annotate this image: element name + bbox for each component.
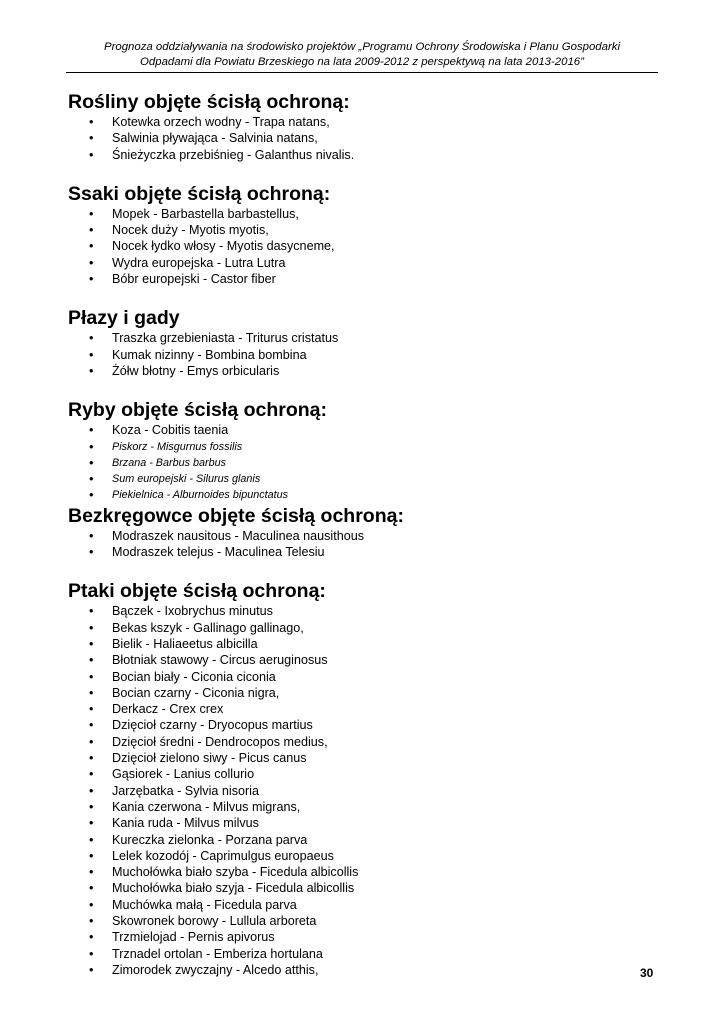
list-item: • Piekielnica - Alburnoides bipunctatus: [68, 487, 658, 503]
list-item: • Bielik - Haliaeetus albicilla: [68, 636, 658, 652]
species-list: [68, 330, 658, 379]
list-item: • Zimorodek zwyczajny - Alcedo atthis,: [68, 962, 658, 978]
section-title: Ssaki objęte ścisłą ochroną:: [68, 182, 331, 205]
list-item: • Kania czerwona - Milvus migrans,: [68, 799, 658, 815]
list-item: • Dzięcioł zielono siwy - Picus canus: [68, 750, 658, 766]
section-invertebrates: [68, 504, 658, 561]
list-item: • Piskorz - Misgurnus fossilis: [68, 439, 658, 455]
page-number: 30: [640, 966, 654, 980]
section-title: Ryby objęte ścisłą ochroną:: [68, 399, 327, 422]
section-title: Rośliny objęte ścisłą ochroną:: [68, 91, 350, 113]
list-item: • Koza - Cobitis taenia: [68, 422, 658, 438]
list-item: • Trznadel ortolan - Emberiza hortulana: [68, 946, 658, 962]
list-item: • Lelek kozodój - Caprimulgus europaeus: [68, 848, 658, 864]
section-amphibians-reptiles: [68, 306, 658, 379]
list-item: • Muchołówka biało szyja - Ficedula albicollis: [68, 880, 658, 896]
list-item: • Kumak nizinny - Bombina bombina: [68, 347, 658, 363]
list-item: • Kotewka orzech wodny - Trapa natans,: [68, 114, 658, 130]
section-title: Bezkręgowce objęte ścisłą ochroną:: [68, 504, 404, 527]
list-item: • Jarzębatka - Sylvia nisoria: [68, 783, 658, 799]
list-item: • Traszka grzebieniasta - Triturus cristatus: [68, 330, 658, 346]
list-item: • Mopek - Barbastella barbastellus,: [68, 206, 658, 222]
species-list: [68, 206, 658, 287]
list-item: • Modraszek nausitous - Maculinea nausithous: [68, 528, 658, 544]
list-item: • Modraszek telejus - Maculinea Telesiu: [68, 544, 658, 560]
list-item: • Nocek duży - Myotis myotis,: [68, 222, 658, 238]
list-item: • Muchołówka biało szyba - Ficedula albicollis: [68, 864, 658, 880]
section-title: Ptaki objęte ścisłą ochroną:: [68, 580, 326, 603]
list-item: • Muchówka małą - Ficedula parva: [68, 897, 658, 913]
running-header: [66, 40, 658, 70]
list-item: • Derkacz - Crex crex: [68, 701, 658, 717]
section-fish: [68, 398, 658, 503]
species-list: [68, 114, 658, 163]
list-item: • Błotniak stawowy - Circus aeruginosus: [68, 652, 658, 668]
species-list: [68, 422, 658, 503]
header-line-2: Odpadami dla Powiatu Brzeskiego na lata 2009-2012 z perspektywą na lata 2013-2016”: [140, 56, 584, 68]
header-line-1: Prognoza oddziaływania na środowisko projektów „Programu Ochrony Środowiska i Planu Gospodarki: [104, 41, 620, 53]
section-title: Płazy i gady: [68, 307, 180, 330]
section-plants: [68, 90, 658, 163]
list-item: • Bączek - Ixobrychus minutus: [68, 603, 658, 619]
species-list: [68, 603, 658, 978]
list-item: • Salwinia pływająca - Salvinia natans,: [68, 130, 658, 146]
list-item: • Dzięcioł czarny - Dryocopus martius: [68, 717, 658, 733]
document-body: [68, 90, 658, 978]
species-list: [68, 528, 658, 561]
list-item: • Bocian biały - Ciconia ciconia: [68, 669, 658, 685]
list-item: • Dzięcioł średni - Dendrocopos medius,: [68, 734, 658, 750]
list-item: • Trzmielojad - Pernis apivorus: [68, 929, 658, 945]
section-birds: [68, 579, 658, 978]
header-divider: [66, 72, 658, 73]
list-item: • Śnieżyczka przebiśnieg - Galanthus nivalis.: [68, 147, 658, 163]
list-item: • Nocek łydko włosy - Myotis dasycneme,: [68, 238, 658, 254]
list-item: • Gąsiorek - Lanius collurio: [68, 766, 658, 782]
list-item: • Wydra europejska - Lutra Lutra: [68, 255, 658, 271]
section-mammals: [68, 182, 658, 287]
list-item: • Kureczka zielonka - Porzana parva: [68, 832, 658, 848]
list-item: • Kania ruda - Milvus milvus: [68, 815, 658, 831]
list-item: • Brzana - Barbus barbus: [68, 455, 658, 471]
list-item: • Bóbr europejski - Castor fiber: [68, 271, 658, 287]
list-item: • Bocian czarny - Ciconia nigra,: [68, 685, 658, 701]
list-item: • Skowronek borowy - Lullula arboreta: [68, 913, 658, 929]
list-item: • Sum europejski - Silurus glanis: [68, 471, 658, 487]
list-item: • Żółw błotny - Emys orbicularis: [68, 363, 658, 379]
list-item: • Bekas kszyk - Gallinago gallinago,: [68, 620, 658, 636]
